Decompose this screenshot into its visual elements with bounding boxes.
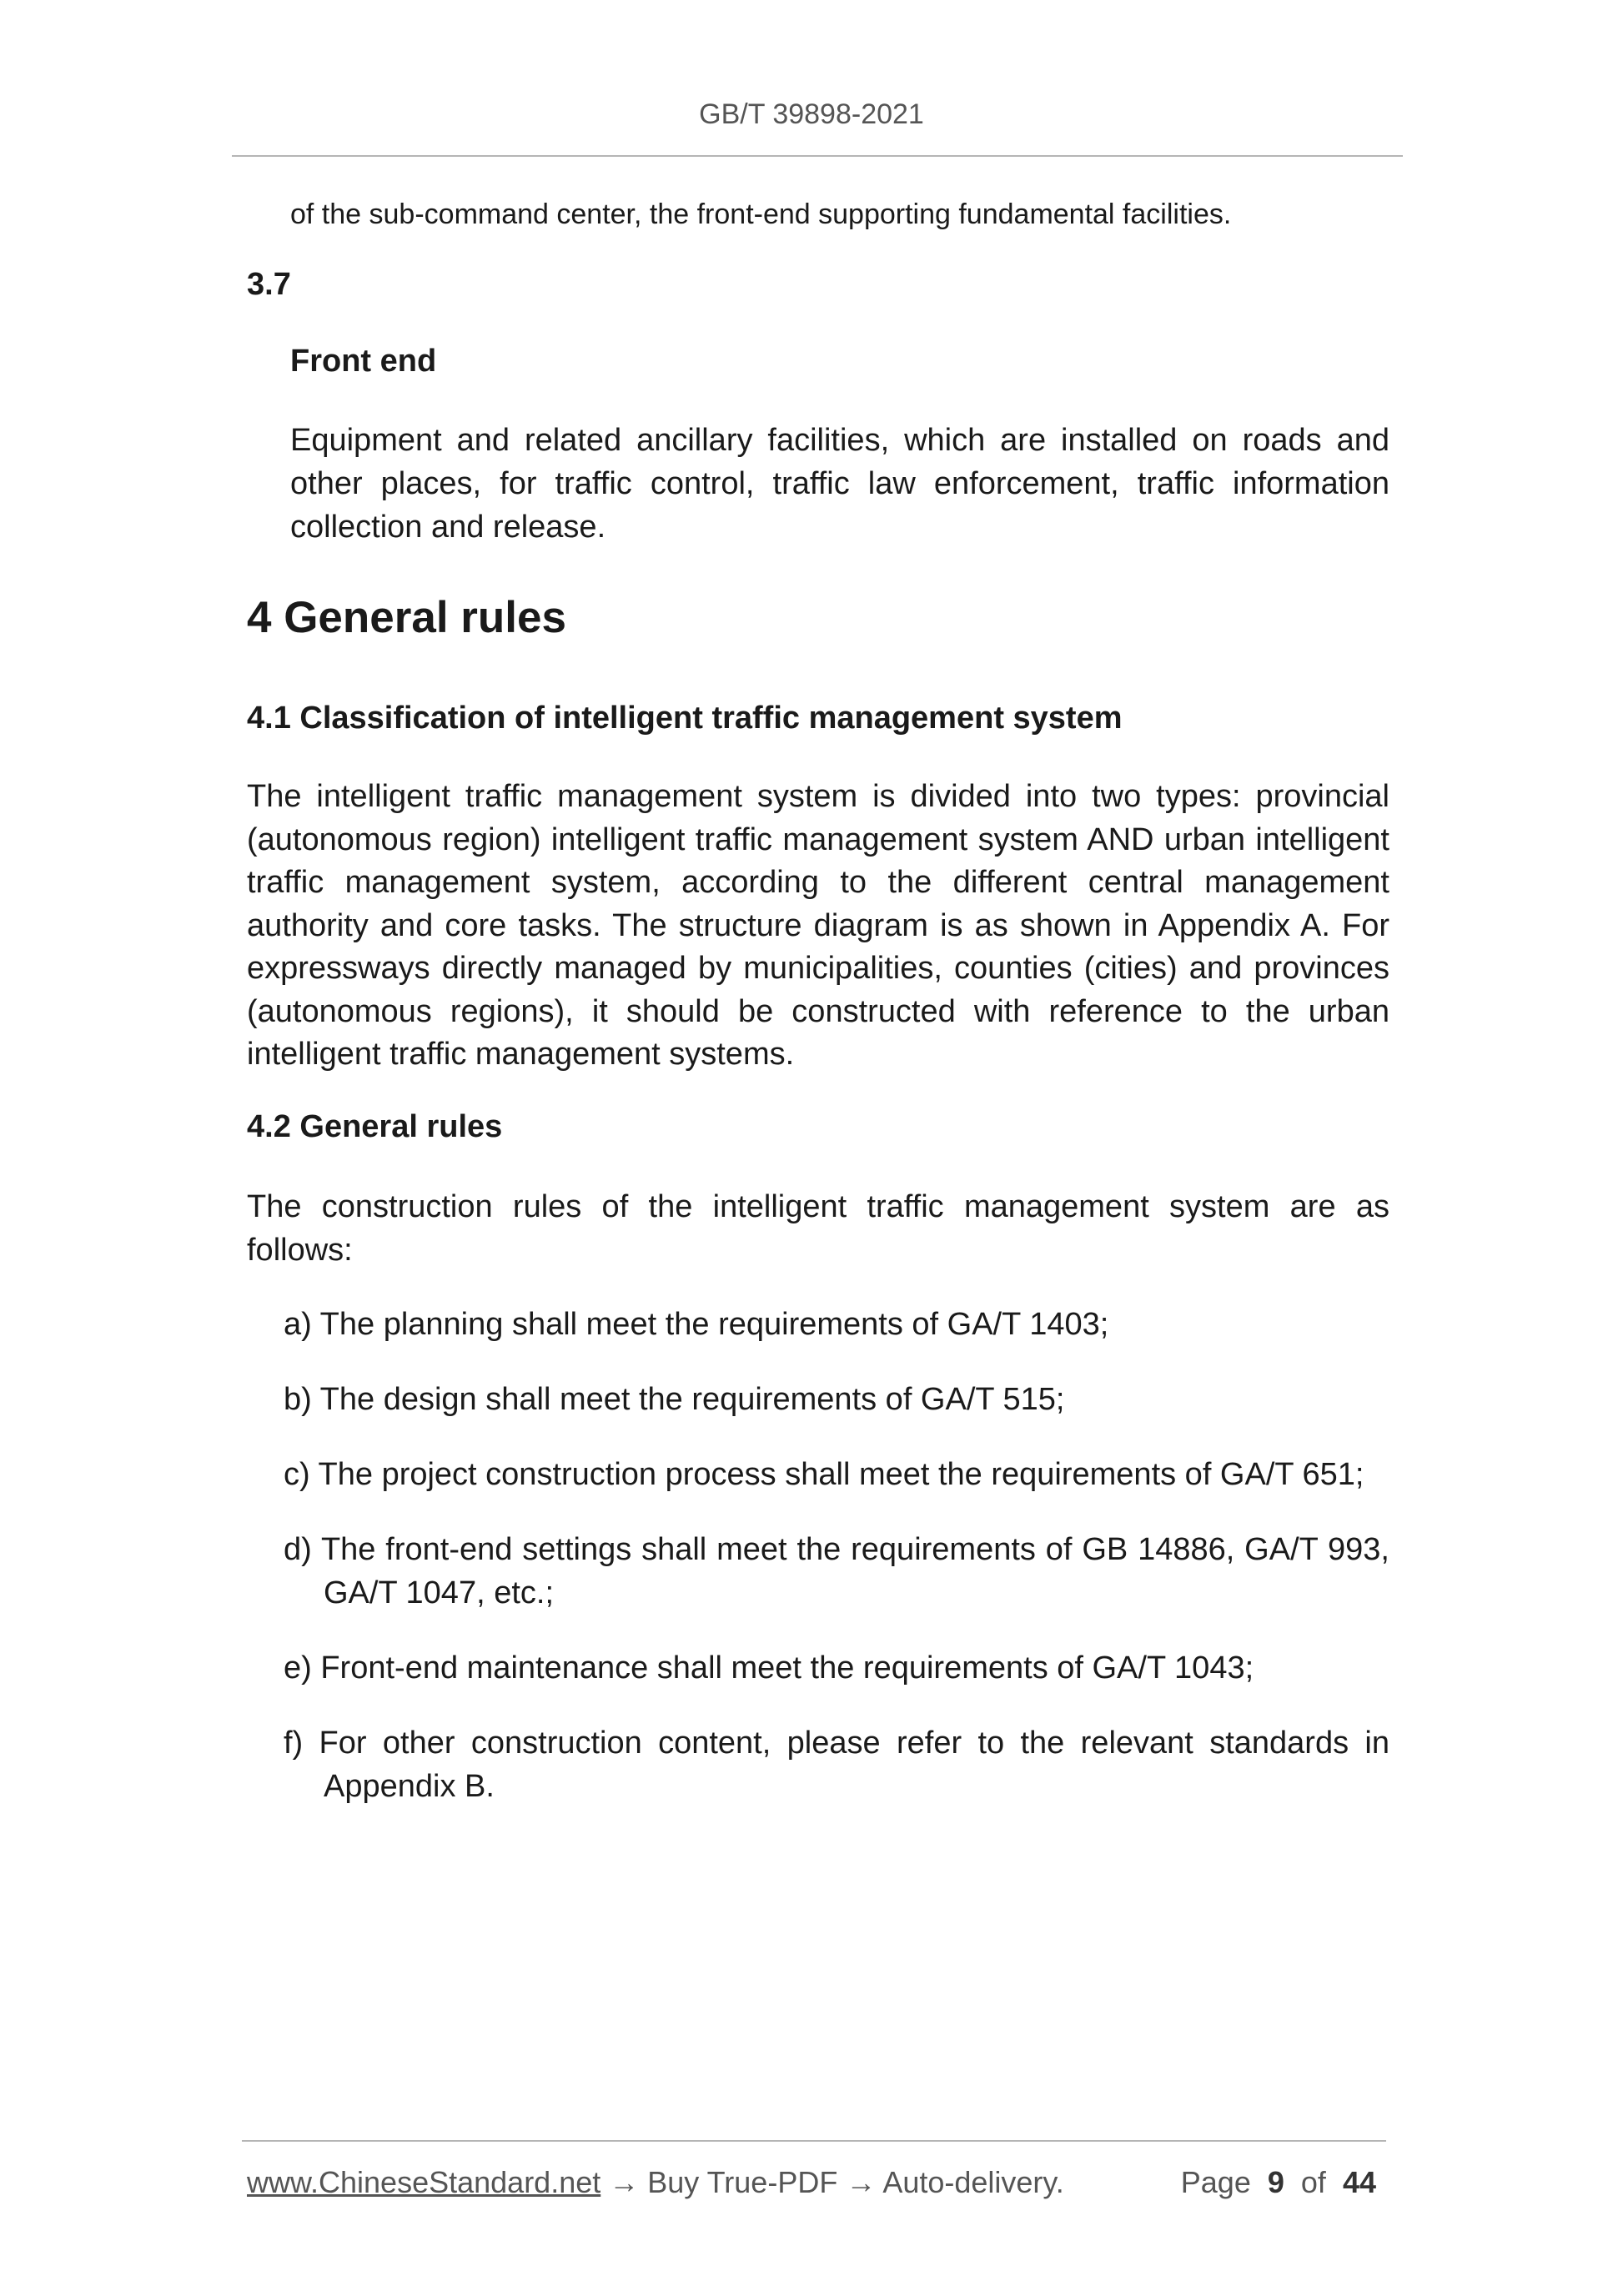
subsection-heading-4-1: 4.1 Classification of intelligent traffic management system [247,701,1123,736]
of-label: of [1300,2165,1326,2199]
footer-divider [242,2140,1386,2142]
subsection-heading-4-2: 4.2 General rules [247,1109,503,1144]
page-number: 9 [1267,2165,1284,2199]
clause-number: 3.7 [247,267,291,302]
document-header: GB/T 39898-2021 [699,98,924,130]
section-heading: 4 General rules [247,593,566,642]
website-link[interactable]: www.ChineseStandard.net [247,2165,601,2199]
term-title: Front end [290,344,437,379]
list-item: c) The project construction process shall meet the requirements of GA/T 651; [284,1457,1364,1492]
document-footer [247,2165,1389,2200]
list-item: e) Front-end maintenance shall meet the requirements of GA/T 1043; [284,1650,1254,1686]
rules-list [284,1303,1389,1840]
list-item: b) The design shall meet the requirements of GA/T 515; [284,1382,1065,1417]
page-indicator [1181,2165,1376,2200]
header-divider [232,155,1403,157]
list-item: a) The planning shall meet the requirements of GA/T 1403; [284,1307,1109,1342]
footer-promo [247,2165,1064,2199]
list-item: d) The front-end settings shall meet the requirements of GB 14886, GA/T 993, GA/T 1047, etc.; [284,1532,1389,1610]
continued-text: of the sub-command center, the front-end supporting fundamental facilities. [290,198,1232,230]
paragraph-4-1: The intelligent traffic management system is divided into two types: provincial (autonomous region) intelligent traffic management system AND urban intelligent traffic management system, according to the different central management authority and core tasks. The structure diagram is as shown in Appendix A. For expressways directly managed by municipalities, counties (cities) and provinces (autonomous regions), it should be constructed with reference to the urban intelligent traffic management systems. [247,779,1389,1072]
term-definition: Equipment and related ancillary facilities, which are installed on roads and other places, for traffic control, traffic law enforcement, traffic information collection and release. [290,423,1389,545]
paragraph-4-2-intro: The construction rules of the intelligent traffic management system are as follows: [247,1189,1389,1268]
list-item: f) For other construction content, please refer to the relevant standards in Appendix B. [284,1726,1389,1804]
page-total: 44 [1342,2165,1376,2199]
footer-tagline: → Buy True-PDF → Auto-delivery. [600,2165,1064,2199]
page-label: Page [1180,2165,1251,2199]
